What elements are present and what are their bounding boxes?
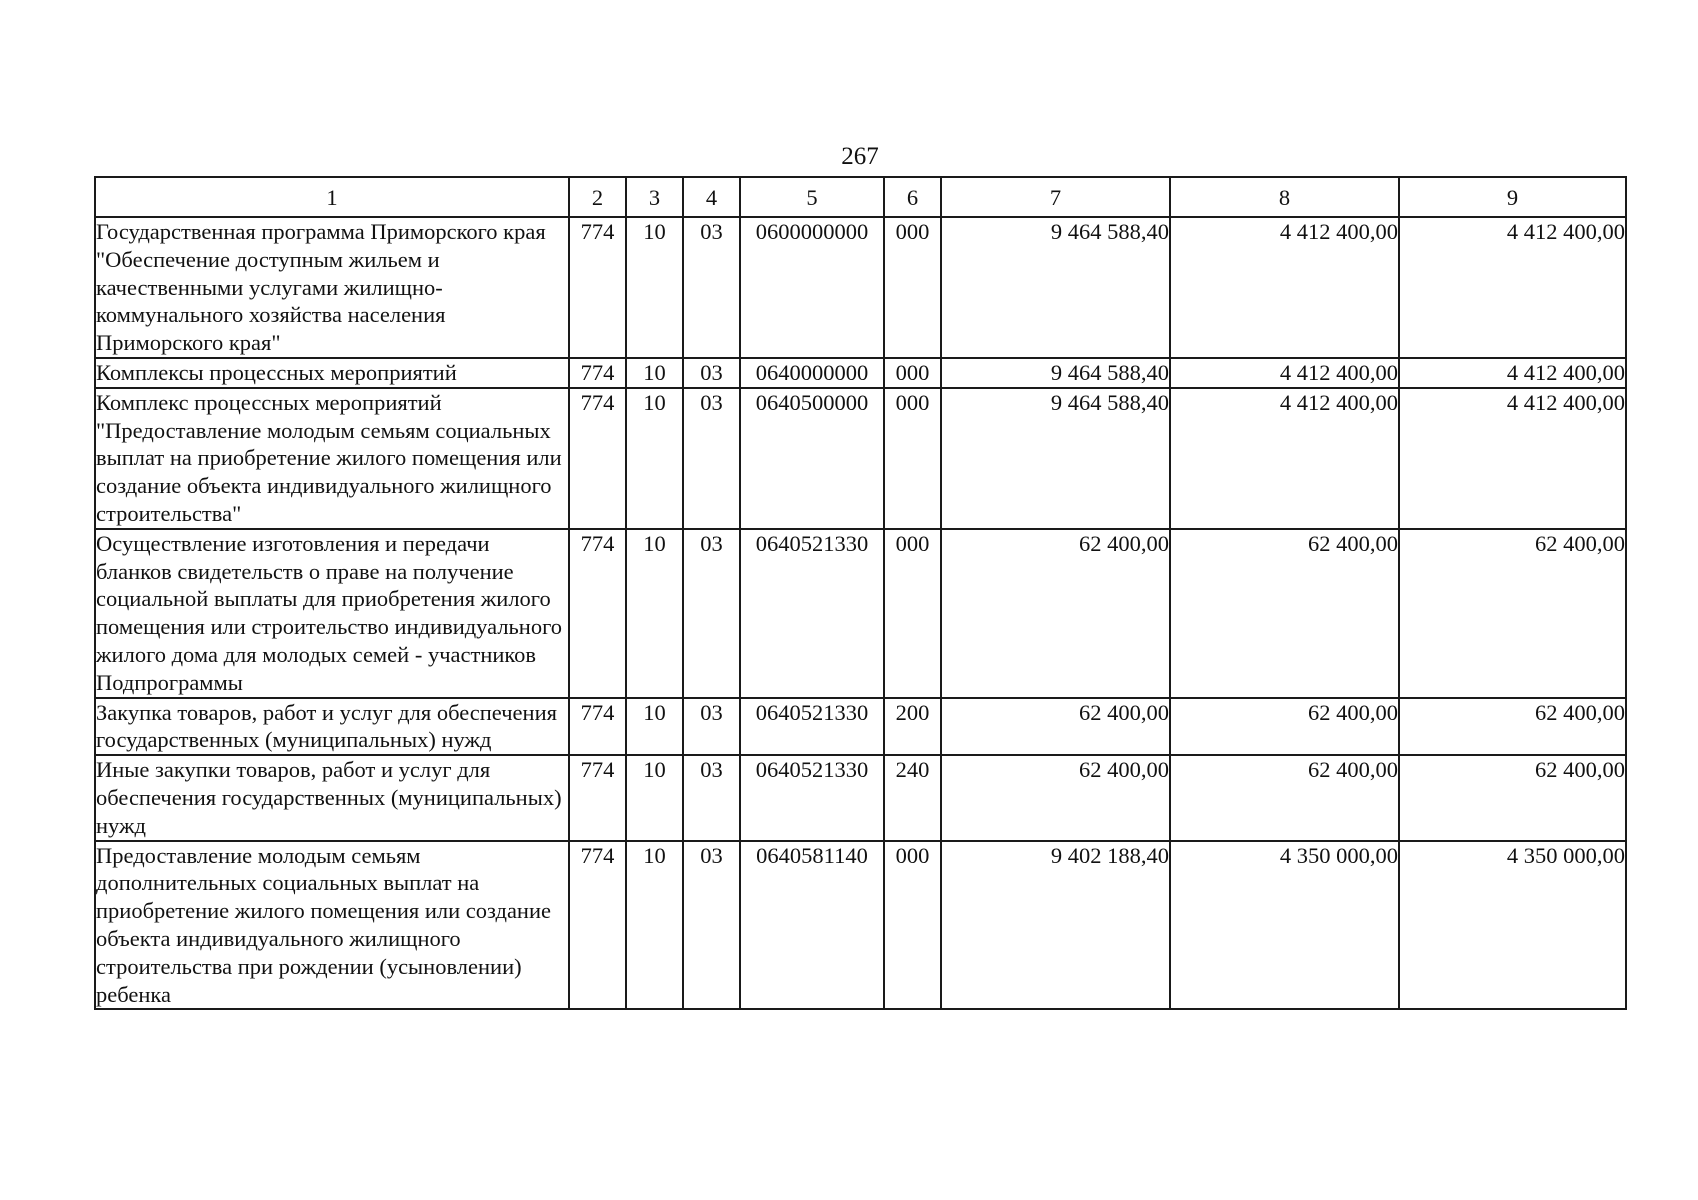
amount-col9: 62 400,00 (1399, 698, 1626, 756)
item-name: Предоставление молодым семьям дополнительных социальных выплат на приобретение жилого помещения или создание объекта индивидуального жилищного строительства при рождении (усыновлении) ребенка (95, 841, 569, 1010)
column-header-1: 1 (95, 177, 569, 217)
section-code: 10 (626, 358, 683, 388)
item-name: Комплекс процессных мероприятий "Предоставление молодым семьям социальных выплат на приобретение жилого помещения или создание объекта индивидуального жилищного строительства" (95, 388, 569, 529)
column-header-4: 4 (683, 177, 740, 217)
amount-col7: 62 400,00 (941, 755, 1170, 840)
subsection-code: 03 (683, 755, 740, 840)
item-name: Иные закупки товаров, работ и услуг для обеспечения государственных (муниципальных) нужд (95, 755, 569, 840)
table-row (95, 841, 1626, 1010)
table-header (95, 177, 1626, 217)
expense-type-code: 000 (884, 217, 941, 358)
expense-type-code: 000 (884, 841, 941, 1010)
amount-col8: 62 400,00 (1170, 755, 1399, 840)
header-row (95, 177, 1626, 217)
page-number: 267 (841, 143, 879, 170)
column-header-5: 5 (740, 177, 884, 217)
ministry-code: 774 (569, 529, 626, 698)
amount-col7: 9 402 188,40 (941, 841, 1170, 1010)
amount-col7: 9 464 588,40 (941, 358, 1170, 388)
amount-col9: 4 412 400,00 (1399, 388, 1626, 529)
subsection-code: 03 (683, 358, 740, 388)
target-article-code: 0640521330 (740, 755, 884, 840)
subsection-code: 03 (683, 217, 740, 358)
column-header-7: 7 (941, 177, 1170, 217)
subsection-code: 03 (683, 841, 740, 1010)
amount-col7: 62 400,00 (941, 529, 1170, 698)
amount-col9: 62 400,00 (1399, 755, 1626, 840)
column-header-3: 3 (626, 177, 683, 217)
expense-type-code: 200 (884, 698, 941, 756)
table-row (95, 217, 1626, 358)
amount-col9: 4 350 000,00 (1399, 841, 1626, 1010)
item-name: Осуществление изготовления и передачи бланков свидетельств о праве на получение социальной выплаты для приобретения жилого помещения или строительство индивидуального жилого дома для молодых семей - участников Подпрограммы (95, 529, 569, 698)
item-name: Закупка товаров, работ и услуг для обеспечения государственных (муниципальных) нужд (95, 698, 569, 756)
table-row (95, 529, 1626, 698)
target-article-code: 0640500000 (740, 388, 884, 529)
target-article-code: 0640581140 (740, 841, 884, 1010)
column-header-8: 8 (1170, 177, 1399, 217)
amount-col8: 62 400,00 (1170, 529, 1399, 698)
item-name: Комплексы процессных мероприятий (95, 358, 569, 388)
subsection-code: 03 (683, 529, 740, 698)
item-name: Государственная программа Приморского края "Обеспечение доступным жильем и качественными услугами жилищно-коммунального хозяйства населения Приморского края" (95, 217, 569, 358)
table-row (95, 388, 1626, 529)
ministry-code: 774 (569, 698, 626, 756)
ministry-code: 774 (569, 358, 626, 388)
ministry-code: 774 (569, 388, 626, 529)
amount-col8: 4 412 400,00 (1170, 217, 1399, 358)
expense-type-code: 000 (884, 529, 941, 698)
subsection-code: 03 (683, 698, 740, 756)
table-row (95, 755, 1626, 840)
target-article-code: 0640521330 (740, 698, 884, 756)
section-code: 10 (626, 529, 683, 698)
table-body (95, 217, 1626, 1009)
amount-col9: 62 400,00 (1399, 529, 1626, 698)
target-article-code: 0640521330 (740, 529, 884, 698)
expense-type-code: 240 (884, 755, 941, 840)
amount-col8: 4 412 400,00 (1170, 388, 1399, 529)
amount-col8: 62 400,00 (1170, 698, 1399, 756)
expense-type-code: 000 (884, 388, 941, 529)
ministry-code: 774 (569, 217, 626, 358)
amount-col7: 9 464 588,40 (941, 388, 1170, 529)
section-code: 10 (626, 217, 683, 358)
amount-col7: 62 400,00 (941, 698, 1170, 756)
ministry-code: 774 (569, 841, 626, 1010)
amount-col9: 4 412 400,00 (1399, 358, 1626, 388)
ministry-code: 774 (569, 755, 626, 840)
column-header-2: 2 (569, 177, 626, 217)
section-code: 10 (626, 841, 683, 1010)
target-article-code: 0600000000 (740, 217, 884, 358)
section-code: 10 (626, 755, 683, 840)
column-header-9: 9 (1399, 177, 1626, 217)
column-header-6: 6 (884, 177, 941, 217)
amount-col8: 4 350 000,00 (1170, 841, 1399, 1010)
expense-type-code: 000 (884, 358, 941, 388)
amount-col7: 9 464 588,40 (941, 217, 1170, 358)
amount-col8: 4 412 400,00 (1170, 358, 1399, 388)
amount-col9: 4 412 400,00 (1399, 217, 1626, 358)
table-row (95, 698, 1626, 756)
subsection-code: 03 (683, 388, 740, 529)
budget-table (94, 176, 1627, 1010)
section-code: 10 (626, 698, 683, 756)
section-code: 10 (626, 388, 683, 529)
target-article-code: 0640000000 (740, 358, 884, 388)
table-row (95, 358, 1626, 388)
